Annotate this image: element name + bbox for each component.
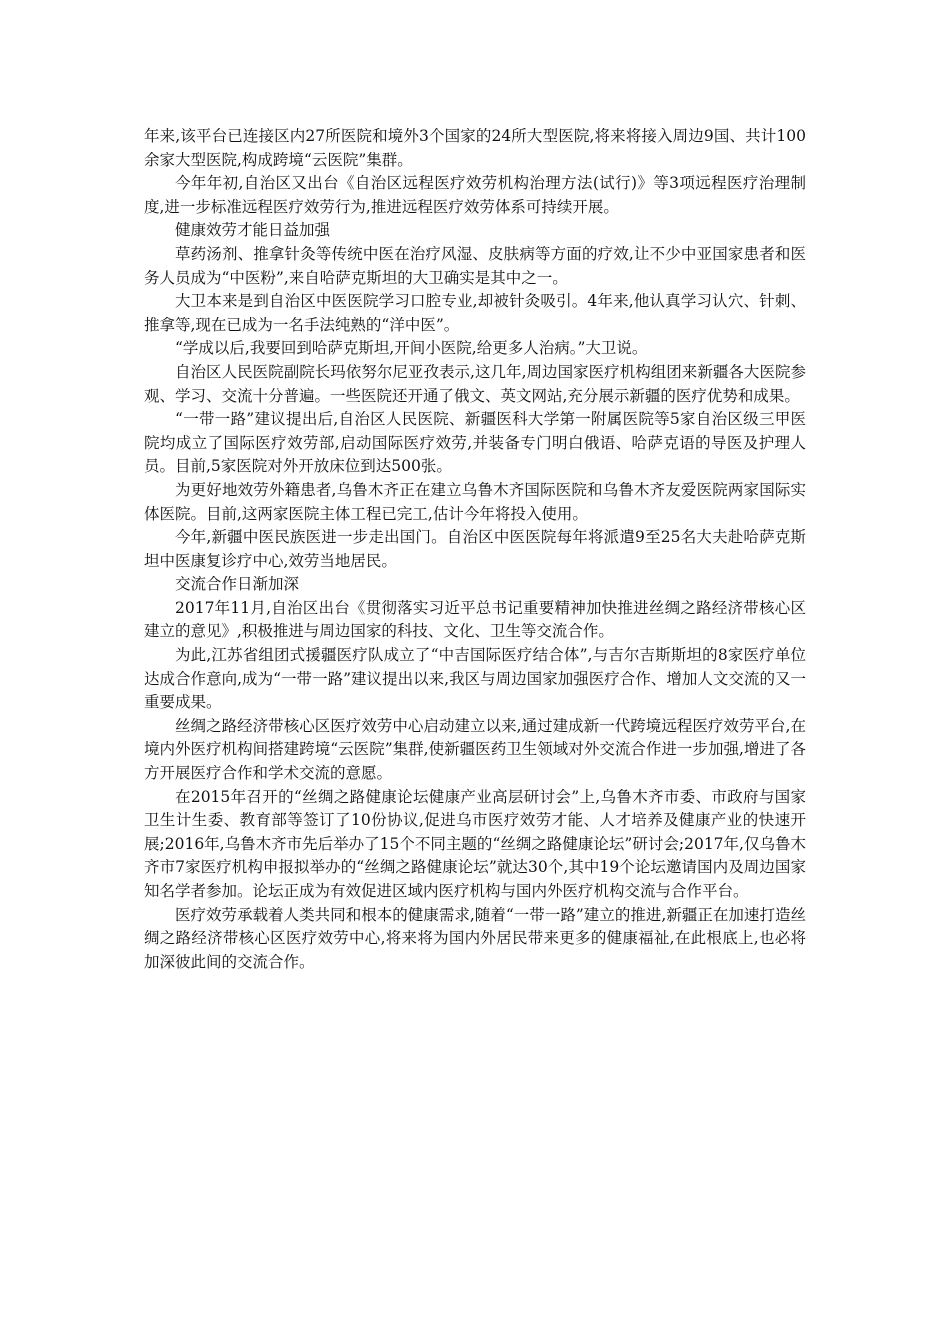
paragraph: “学成以后,我要回到哈萨克斯坦,开间小医院,给更多人治病。”大卫说。 [175, 339, 648, 358]
section-heading: 健康效劳才能日益加强 [175, 221, 331, 240]
paragraph: 草药汤剂、推拿针灸等传统中医在治疗风湿、皮肤病等方面的疗效,让不少中亚国家患者和医务人员成为“中医粉”,来自哈萨克斯坦的大卫确实是其中之一。 [144, 244, 806, 287]
paragraph: 自治区人民医院副院长玛依努尔尼亚孜表示,这几年,周边国家医疗机构组团来新疆各大医院参观、学习、交流十分普遍。一些医院还开通了俄文、英文网站,充分展示新疆的医疗优势和成果。 [144, 362, 806, 405]
paragraph: 今年年初,自治区又出台《自治区远程医疗效劳机构治理方法(试行)》等3项远程医疗治理制度,进一步标准远程医疗效劳行为,推进远程医疗效劳体系可持续开展。 [144, 174, 806, 216]
paragraph: 今年,新疆中医民族医进一步走出国门。自治区中医医院每年将派遣9至25名大夫赴哈萨克斯坦中医康复诊疗中心,效劳当地居民。 [144, 528, 806, 570]
paragraph: 丝绸之路经济带核心区医疗效劳中心启动建立以来,通过建成新一代跨境远程医疗效劳平台,在境内外医疗机构间搭建跨境“云医院”集群,使新疆医药卫生领域对外交流合作进一步加强,增进了各方开展医疗合作和学术交流的意愿。 [144, 716, 806, 783]
paragraph: 为此,江苏省组团式援疆医疗队成立了“中吉国际医疗结合体”,与吉尔吉斯斯坦的8家医疗单位达成合作意向,成为“一带一路”建议提出以来,我区与周边国家加强医疗合作、增加人文交流的又一重要成果。 [144, 646, 806, 712]
section-heading: 交流合作日渐加深 [175, 575, 300, 594]
paragraph: 为更好地效劳外籍患者,乌鲁木齐正在建立乌鲁木齐国际医院和乌鲁木齐友爱医院两家国际实体医院。目前,这两家医院主体工程已完工,估计今年将投入使用。 [144, 480, 806, 523]
paragraph: 2017年11月,自治区出台《贯彻落实习近平总书记重要精神加快推进丝绸之路经济带核心区建立的意见》,积极推进与周边国家的科技、文化、卫生等交流合作。 [144, 598, 806, 641]
paragraph-continuation: 年来,该平台已连接区内27所医院和境外3个国家的24所大型医院,将来将接入周边9国、共计100余家大型医院,构成跨境“云医院”集群。 [144, 127, 806, 169]
paragraph: “一带一路”建议提出后,自治区人民医院、新疆医科大学第一附属医院等5家自治区级三甲医院均成立了国际医疗效劳部,启动国际医疗效劳,并装备专门明白俄语、哈萨克语的导医及护理人员。目前,5家医院对外开放床位到达500张。 [144, 410, 806, 476]
document-body [144, 125, 806, 974]
paragraph: 大卫本来是到自治区中医医院学习口腔专业,却被针灸吸引。4年来,他认真学习认穴、针刺、推拿等,现在已成为一名手法纯熟的“洋中医”。 [144, 292, 806, 334]
paragraph: 在2015年召开的“丝绸之路健康论坛健康产业高层研讨会”上,乌鲁木齐市委、市政府与国家卫生计生委、教育部等签订了10份协议,促进乌市医疗效劳才能、人才培养及健康产业的快速开展;2016年,乌鲁木齐市先后举办了15个不同主题的“丝绸之路健康论坛”研讨会;2017年,仅乌鲁木齐市7家医疗机构申报拟举办的“丝绸之路健康论坛”就达30个,其中19个论坛邀请国内及周边国家知名学者参加。论坛正成为有效促进区域内医疗机构与国内外医疗机构交流与合作平台。 [144, 787, 806, 900]
paragraph: 医疗效劳承载着人类共同和根本的健康需求,随着“一带一路”建立的推进,新疆正在加速打造丝绸之路经济带核心区医疗效劳中心,将来将为国内外居民带来更多的健康福祉,在此根底上,也必将加深彼此间的交流合作。 [144, 905, 806, 971]
